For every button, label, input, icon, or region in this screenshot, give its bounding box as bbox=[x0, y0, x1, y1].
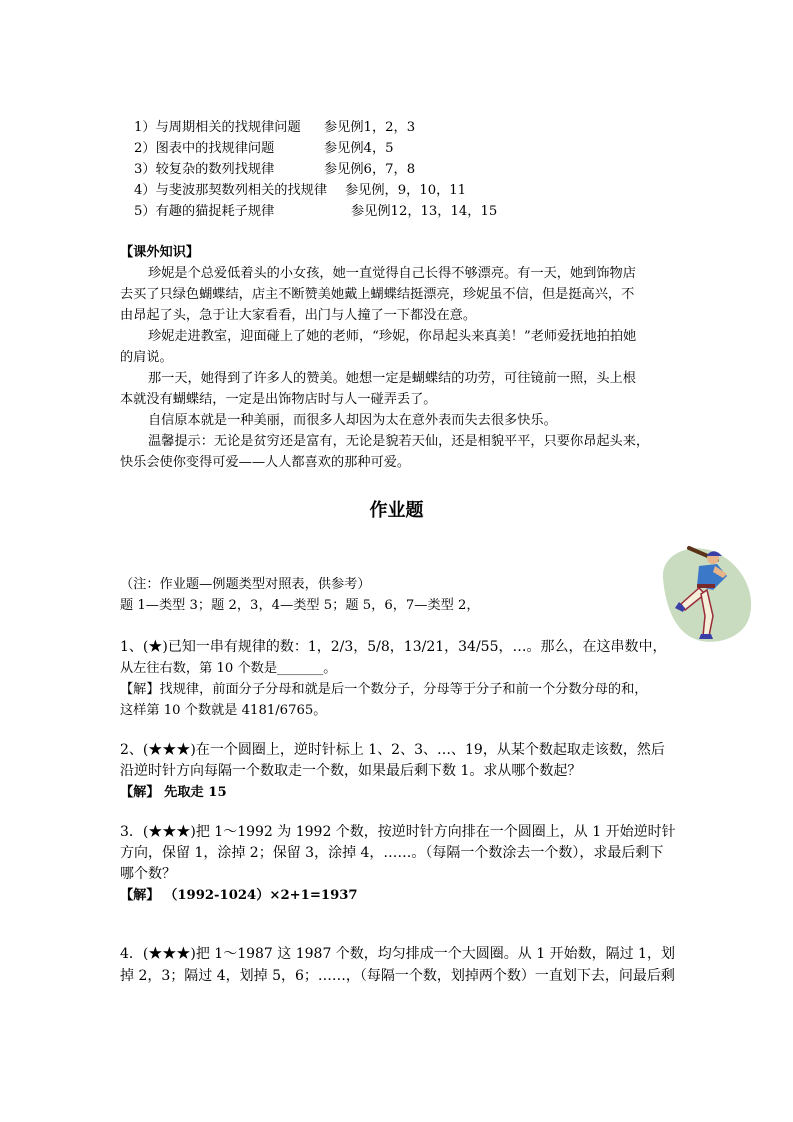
extra-line: 去买了只绿色蝴蝶结，店主不断赞美她戴上蝴蝶结挺漂亮，珍妮虽不信，但是挺高兴，不 bbox=[120, 287, 635, 302]
question-1: 1、(★)已知一串有规律的数：1，2/3，5/8，13/21，34/55，…。那么，在这串数中， bbox=[120, 639, 667, 655]
question-2: 2、(★★★)在一个圆圈上，逆时针标上 1、2、3、…、19，从某个数起取走该数，然后 bbox=[120, 742, 665, 758]
topic-ref: 参见例12，13，14，15 bbox=[351, 204, 498, 219]
extra-line: 那一天，她得到了许多人的赞美。她想一定是蝴蝶结的功劳，可往镜前一照，头上根 bbox=[148, 371, 636, 386]
topic-5 bbox=[134, 201, 498, 222]
extra-line: 由昂起了头，急于让大家看看，出门与人撞了一下都没在意。 bbox=[120, 308, 477, 323]
topic-ref: 参见例，9，10，11 bbox=[345, 183, 467, 198]
extra-line: 的肩说。 bbox=[120, 350, 173, 365]
extra-line: 珍妮走进教室，迎面碰上了她的老师，“珍妮，你昂起头来真美！”老师爱抚地拍拍她 bbox=[148, 329, 637, 344]
belt bbox=[697, 584, 715, 588]
solution-3: 【解】 （1992-1024）×2+1=1937 bbox=[120, 888, 358, 903]
solution-1: 【解】找规律，前面分子分母和就是后一个数分子，分母等于分子和前一个分数分母的和， bbox=[120, 682, 648, 697]
question-3-line: 哪个数？ bbox=[120, 866, 176, 882]
question-4-line: 掉 2，3；隔过 4，划掉 5，6；……，（每隔一个数，划掉两个数）一直划下去，问最后剩 bbox=[120, 968, 675, 984]
extra-line: 珍妮是个总爱低着头的小女孩，她一直觉得自己长得不够漂亮。有一天，她到饰物店 bbox=[148, 266, 636, 281]
topic-label: 1）与周期相关的找规律问题 bbox=[134, 120, 301, 135]
question-1-line: 从左往右数，第 10 个数是_______。 bbox=[120, 661, 337, 676]
topic-label: 4）与斐波那契数列相关的找规律 bbox=[134, 183, 328, 198]
question-2-line: 沿逆时针方向每隔一个数取走一个数，如果最后剩下数 1。求从哪个数起？ bbox=[120, 763, 582, 779]
extra-line: 本就没有蝴蝶结，一定是出饰物店时与人一碰弄丢了。 bbox=[120, 392, 437, 407]
topic-2 bbox=[134, 138, 394, 159]
topic-3 bbox=[134, 159, 416, 180]
page-title: 作业题 bbox=[369, 500, 424, 521]
topic-ref: 参见例6，7，8 bbox=[324, 162, 416, 177]
solution-2: 【解】 先取走 15 bbox=[120, 785, 227, 800]
extra-line: 温馨提示：无论是贫穷还是富有，无论是貌若天仙，还是相貌平平，只要你昂起头来， bbox=[148, 434, 650, 449]
extra-line: 快乐会使你变得可爱——人人都喜欢的那种可爱。 bbox=[120, 455, 411, 470]
question-3-line: 方向，保留 1，涂掉 2；保留 3，涂掉 4，……。（每隔一个数涂去一个数），求最后剩下 bbox=[120, 845, 664, 861]
homework-note: 题 1—类型 3；题 2，3，4—类型 5；题 5，6，7—类型 2， bbox=[120, 598, 480, 613]
topic-4 bbox=[134, 180, 467, 201]
topic-ref: 参见例4，5 bbox=[324, 141, 394, 156]
baseball-player-illustration bbox=[657, 538, 757, 648]
extra-heading: 【课外知识】 bbox=[120, 245, 200, 260]
solution-1-line: 这样第 10 个数就是 4181/6765。 bbox=[120, 703, 327, 718]
topic-label: 3）较复杂的数列找规律 bbox=[134, 162, 275, 177]
topic-1 bbox=[134, 117, 416, 138]
extra-line: 自信原本就是一种美丽，而很多人却因为太在意外表而失去很多快乐。 bbox=[148, 413, 557, 428]
topic-label: 5）有趣的猫捉耗子规律 bbox=[134, 204, 275, 219]
homework-note: （注：作业题—例题类型对照表，供参考） bbox=[120, 577, 371, 592]
topic-label: 2）图表中的找规律问题 bbox=[134, 141, 275, 156]
question-3: 3．(★★★)把 1～1992 为 1992 个数，按逆时针方向排在一个圆圈上，从 1 开始逆时针 bbox=[120, 824, 676, 840]
right-shoe bbox=[699, 634, 713, 639]
question-4: 4．(★★★)把 1～1987 这 1987 个数，均匀排成一个大圆圈。从 1 开始数，隔过 1，划 bbox=[120, 946, 675, 962]
topic-ref: 参见例1，2，3 bbox=[324, 120, 416, 135]
